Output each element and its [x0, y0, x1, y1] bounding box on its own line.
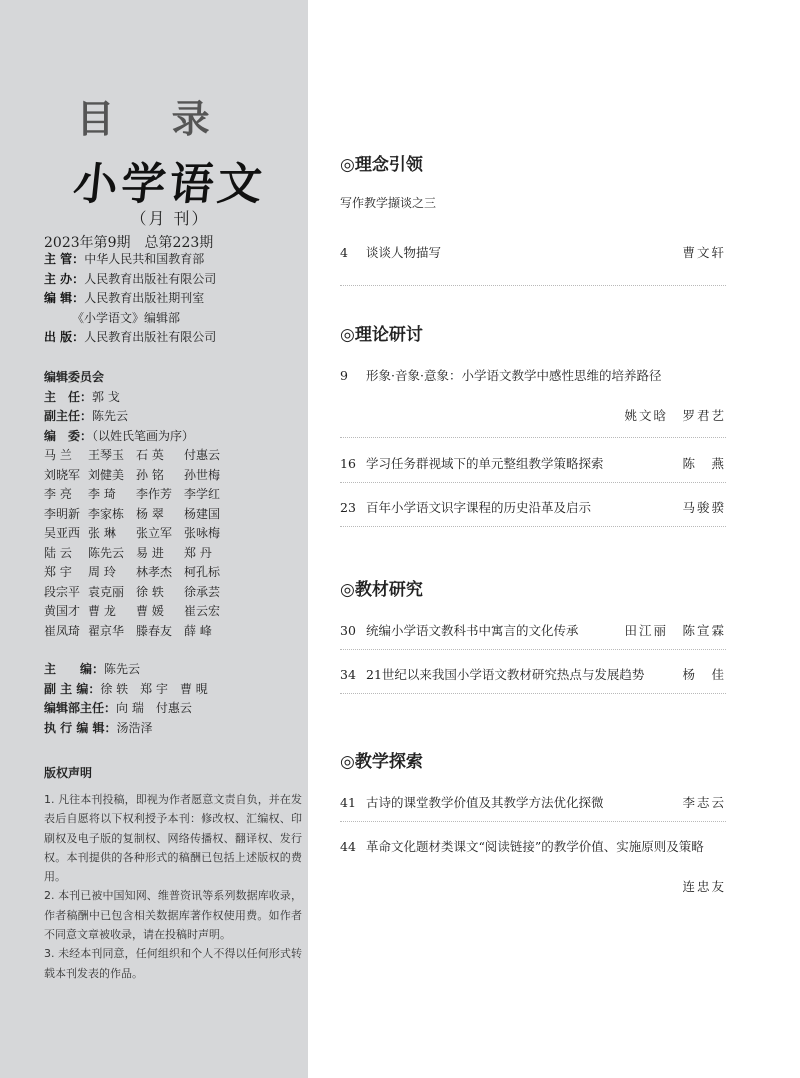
- magazine-frequency: （月 刊）: [130, 209, 210, 228]
- entry-author: 李志云: [682, 795, 726, 810]
- entry-title: 形象·音象·意象：小学语文教学中感性思维的培养路径: [366, 368, 662, 383]
- editors-list: [44, 660, 208, 738]
- copyright-item: 1. 凡往本刊投稿，即视为作者愿意文责自负，并在发表后自愿将以下权利授予本刊：修改权、汇编权、印刷权及电子版的复制权、网络传播权、翻译权、发行权。本刊提供的各种形式的稿酬已包括上述版权的费用。: [44, 793, 302, 884]
- editor-row: 执 行 编 辑：汤浩泽: [44, 720, 153, 735]
- section-title: ◎教材研究: [340, 580, 423, 600]
- magazine-name: 小学语文: [70, 159, 269, 210]
- entry-page: 9: [340, 368, 348, 383]
- committee-vice-director: 副主任：陈先云: [44, 409, 129, 423]
- entry-title: 古诗的课堂教学价值及其教学方法优化探微: [366, 795, 604, 810]
- committee-members-label: 编 委：（以姓氏笔画为序）: [44, 428, 195, 443]
- committee-member: 李作芳: [136, 487, 173, 501]
- committee-member: 陈先云: [88, 545, 125, 560]
- committee-member: 李学红: [184, 487, 221, 501]
- toc-entry[interactable]: [340, 454, 726, 472]
- committee-member: 郑 丹: [184, 545, 212, 560]
- committee-member: 柯孔标: [184, 565, 221, 579]
- entry-title: 统编小学语文教科书中寓言的文化传承: [366, 623, 579, 638]
- toc-entry[interactable]: [340, 243, 726, 261]
- copyright-item: 3. 未经本刊同意，任何组织和个人不得以任何形式转载本刊发表的作品。: [44, 947, 302, 980]
- committee-member: 黄国才: [44, 604, 81, 618]
- divider: [340, 821, 726, 822]
- publisher-row: 出 版：人民教育出版社有限公司: [44, 330, 217, 344]
- publisher-info: [44, 250, 216, 348]
- committee-member: 曹 媛: [136, 604, 164, 618]
- committee-member: 张 琳: [88, 526, 116, 540]
- section-title: ◎理论研讨: [340, 325, 423, 345]
- entry-page: 41: [340, 795, 356, 810]
- committee-member: 刘晓军: [44, 467, 81, 482]
- copyright-notice: [44, 790, 302, 983]
- entry-page: 30: [340, 623, 356, 638]
- committee-member: 吴亚西: [44, 526, 81, 540]
- committee-member: 杨 翠: [136, 506, 164, 521]
- committee-member: 袁克丽: [88, 584, 125, 599]
- editorial-committee: [44, 368, 232, 641]
- toc-title: 目 录: [76, 96, 232, 141]
- toc-entry[interactable]: [340, 665, 726, 683]
- entry-page: 16: [340, 456, 356, 471]
- publisher-row: 编 辑：人民教育出版社期刊室: [44, 291, 205, 305]
- entry-author: 曹文轩: [682, 245, 726, 260]
- committee-member: 张咏梅: [184, 526, 221, 540]
- entry-page: 4: [340, 245, 348, 260]
- entry-author: 连忠友: [682, 879, 726, 894]
- committee-member: 李 亮: [44, 487, 72, 501]
- entry-title: 革命文化题材类课文“阅读链接”的教学价值、实施原则及策略: [366, 839, 704, 854]
- editor-row: 编辑部主任：向 瑞 付惠云: [44, 701, 192, 715]
- entry-title: 学习任务群视域下的单元整组教学策略探索: [366, 456, 604, 471]
- divider: [340, 693, 726, 694]
- committee-member: 孙世梅: [184, 467, 221, 482]
- committee-member: 段宗平: [44, 584, 81, 599]
- sidebar-panel: [0, 0, 308, 1078]
- committee-member: 李家栋: [88, 506, 125, 521]
- committee-director: 主 任：郭 戈: [44, 389, 120, 404]
- committee-members-grid: [44, 446, 232, 641]
- entry-author: 田江丽 陈宣霖: [624, 623, 726, 638]
- committee-member: 郑 宇: [44, 565, 72, 579]
- entry-author: 陈 燕: [682, 456, 726, 471]
- divider: [340, 526, 726, 527]
- committee-member: 马 兰: [44, 448, 72, 462]
- entry-title: 谈谈人物描写: [366, 245, 442, 260]
- toc-entry[interactable]: [340, 621, 726, 639]
- copyright-heading: 版权声明: [44, 766, 93, 780]
- committee-member: 薛 峰: [184, 623, 212, 638]
- publisher-row: 《小学语文》编辑部: [72, 310, 181, 325]
- toc-entry[interactable]: [340, 793, 726, 811]
- committee-member: 石 英: [136, 448, 164, 462]
- committee-member: 陆 云: [44, 545, 72, 560]
- entry-author: 马骏骙: [682, 500, 726, 515]
- committee-member: 王琴玉: [88, 448, 125, 462]
- committee-member: 滕春友: [136, 623, 173, 638]
- entry-page: 44: [340, 839, 356, 854]
- committee-member: 刘健美: [88, 467, 125, 482]
- divider: [340, 285, 726, 286]
- editor-row: 主 编：陈先云: [44, 662, 141, 676]
- committee-member: 翟京华: [88, 623, 125, 638]
- divider: [340, 482, 726, 483]
- editor-row: 副 主 编：徐 轶 郑 宇 曹 晛: [44, 681, 208, 696]
- committee-member: 杨建国: [184, 506, 221, 521]
- divider: [340, 649, 726, 650]
- section-title: ◎理念引领: [340, 155, 423, 175]
- committee-member: 周 玲: [88, 565, 116, 579]
- committee-member: 林孝杰: [136, 565, 173, 579]
- publisher-row: 主 管：中华人民共和国教育部: [44, 252, 205, 266]
- committee-member: 崔云宏: [184, 604, 221, 618]
- entry-author: 姚文晗 罗君艺: [624, 408, 726, 423]
- committee-member: 张立军: [136, 526, 173, 540]
- copyright-item: 2. 本刊已被中国知网、维普资讯等系列数据库收录，作者稿酬中已包含相关数据库著作权使用费。如作者不同意文章被收录，请在投稿时声明。: [44, 889, 302, 942]
- committee-member: 徐承芸: [184, 584, 221, 599]
- committee-member: 付惠云: [184, 448, 221, 462]
- section-subtitle: 写作教学撷谈之三: [340, 196, 437, 210]
- toc-entry[interactable]: [340, 498, 726, 516]
- committee-member: 曹 龙: [88, 604, 116, 618]
- toc-entry[interactable]: [340, 837, 726, 895]
- section-title: ◎教学探索: [340, 752, 423, 772]
- committee-member: 崔凤琦: [44, 623, 81, 638]
- committee-member: 孙 铭: [136, 467, 164, 482]
- committee-member: 李明新: [44, 506, 81, 521]
- committee-member: 易 进: [136, 545, 164, 560]
- entry-page: 34: [340, 667, 356, 682]
- publisher-row: 主 办：人民教育出版社有限公司: [44, 271, 217, 286]
- committee-member: 李 琦: [88, 487, 116, 501]
- toc-entry[interactable]: [340, 366, 726, 424]
- committee-member: 徐 轶: [136, 584, 164, 599]
- entry-author: 杨 佳: [682, 667, 726, 682]
- entry-page: 23: [340, 500, 356, 515]
- divider: [340, 437, 726, 438]
- issue-number: 2023年第9期 总第223期: [44, 235, 214, 251]
- entry-title: 21世纪以来我国小学语文教材研究热点与发展趋势: [366, 667, 645, 682]
- committee-heading: 编辑委员会: [44, 370, 105, 384]
- entry-title: 百年小学语文识字课程的历史沿革及启示: [366, 500, 592, 515]
